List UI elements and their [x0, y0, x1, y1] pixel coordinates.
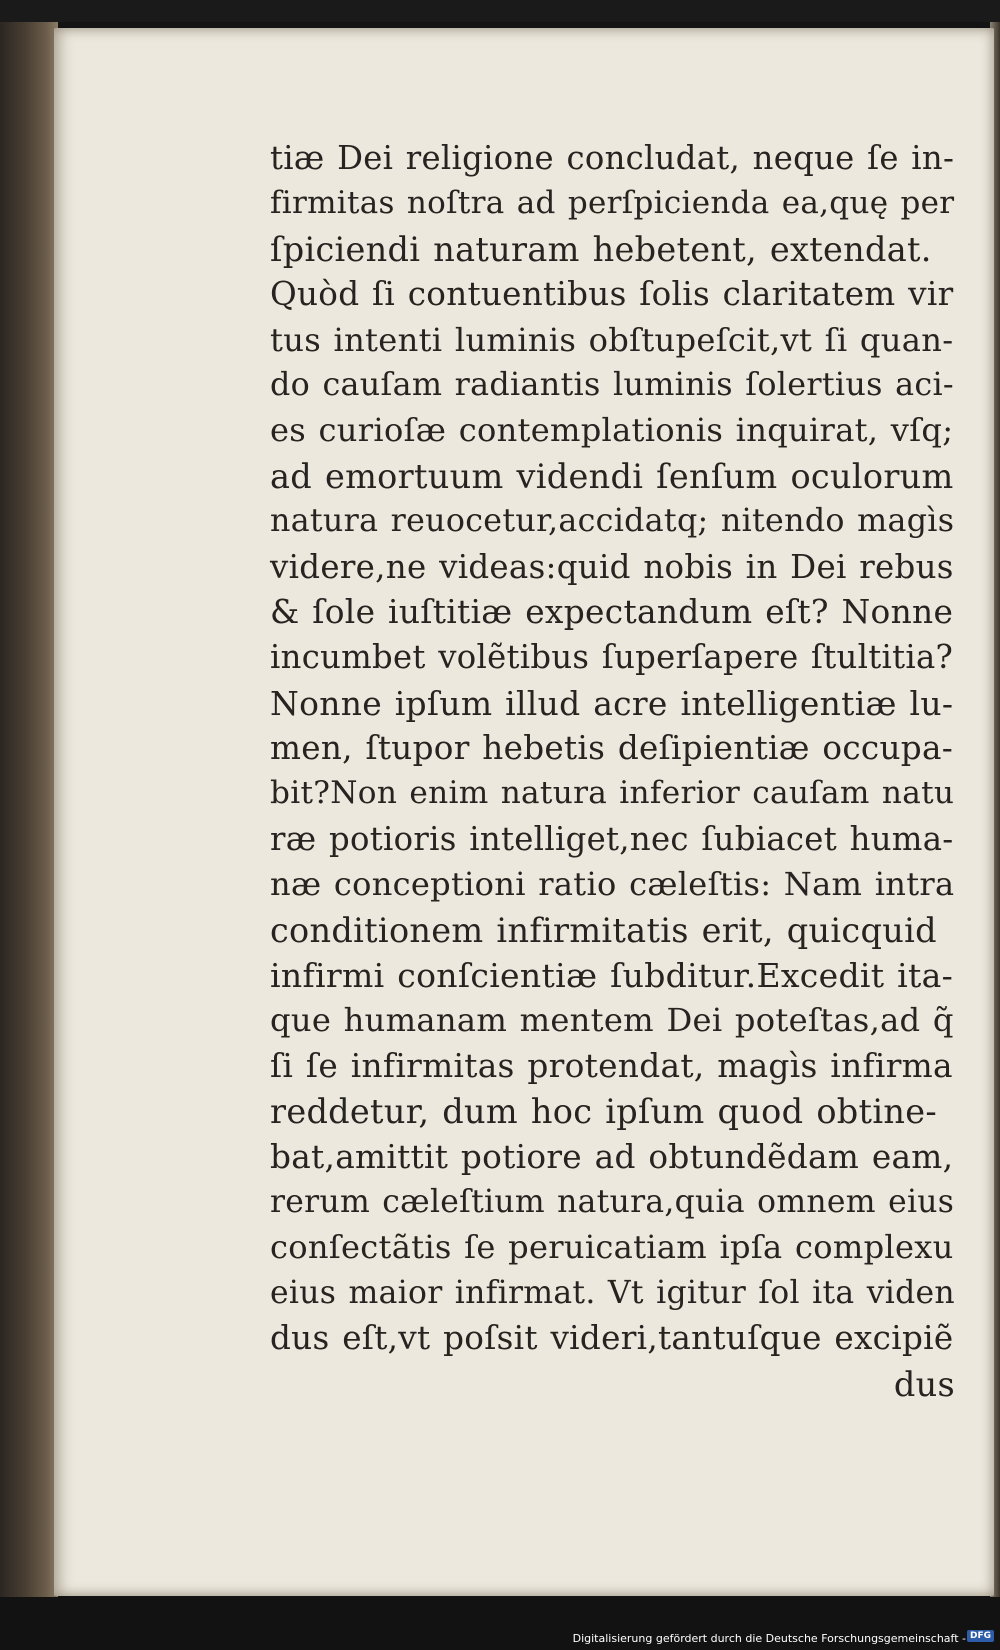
text-line: bat,amittit potiore ad obtundẽdam eam, [270, 1137, 954, 1176]
book-spine [0, 22, 58, 1597]
text-line: eius maior infirmat. Vt igitur ſol ita viden [270, 1274, 955, 1311]
text-line: que humanam mentem Dei poteſtas,ad q̃ [270, 1001, 954, 1040]
text-line: tiæ Dei religione concludat, neque ſe in- [270, 139, 955, 177]
text-line: conſectãtis ſe peruicatiam ipſa complexu [270, 1228, 954, 1267]
text-line: bit?Non enim natura inferior cauſam natu [270, 775, 955, 812]
text-line: dus eſt,vt poſsit videri,tantuſque excipiẽ [270, 1319, 954, 1358]
text-line: Quòd ſi contuentibus ſolis claritatem vir [270, 275, 954, 314]
text-line: ad emortuum videndi ſenſum oculorum [270, 456, 954, 496]
text-line: do cauſam radiantis luminis ſolertius aci- [270, 366, 954, 403]
page-text [270, 136, 960, 1407]
text-line: & ſole iuſtitiæ expectandum eſt? Nonne [270, 592, 954, 631]
text-line: infirmi conſcientiæ ſubditur.Excedit ita- [270, 956, 954, 996]
text-line: firmitas noſtra ad perſpicienda ea,quę per [270, 185, 955, 222]
text-line: Nonne ipſum illud acre intelligentiæ lu- [270, 683, 954, 723]
text-line: men, ſtupor hebetis deſipientiæ occupa- [270, 729, 954, 768]
text-line: ræ potioris intelliget,nec ſubiacet huma- [270, 819, 954, 858]
catchword: dus [893, 1364, 955, 1404]
scan-top-border [0, 0, 1000, 22]
text-line: rerum cæleſtium natura,quia omnem eius [270, 1183, 955, 1220]
text-line: tus intenti luminis obſtupeſcit,vt ſi quan- [270, 320, 954, 359]
text-line: es curioſæ contemplationis inquirat, vſq; [270, 411, 954, 450]
text-line: conditionem infirmitatis erit, quicquid [270, 910, 937, 950]
text-line: incumbet volẽtibus ſuperſapere ſtultitia? [270, 638, 954, 677]
text-line: videre,ne videas:quid nobis in Dei rebus [270, 547, 954, 586]
text-line: ſpiciendi naturam hebetent, extendat. [270, 229, 932, 269]
dfg-logo: DFG [967, 1630, 994, 1642]
digitization-credit: Digitalisierung gefördert durch die Deutsche Forschungsgemeinschaft - [572, 1632, 966, 1645]
text-line: ſi ſe infirmitas protendat, magìs infirma [270, 1046, 953, 1085]
text-line: reddetur, dum hoc ipſum quod obtine- [270, 1092, 937, 1132]
text-line: natura reuocetur,accidatq; nitendo magìs [270, 503, 955, 540]
text-line: næ conceptioni ratio cæleſtis: Nam intra [270, 865, 955, 904]
